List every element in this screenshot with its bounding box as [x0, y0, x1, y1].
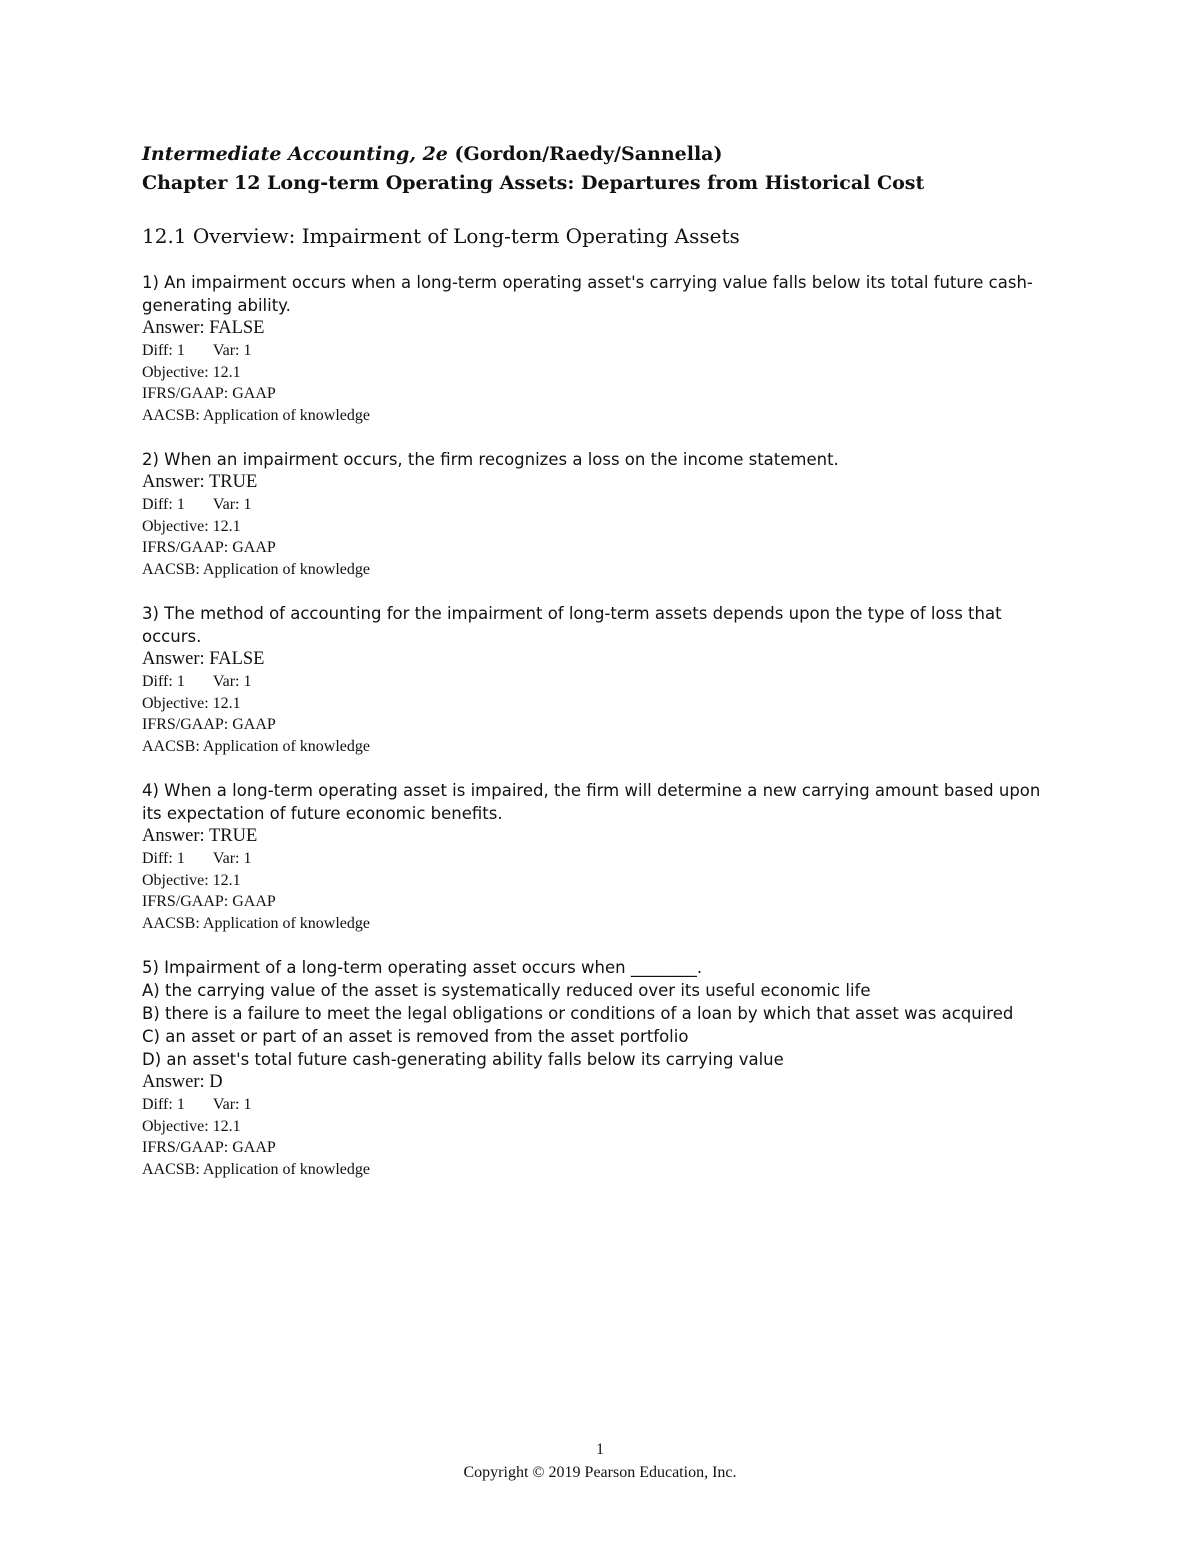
question-text: 2) When an impairment occurs, the firm recognizes a loss on the income statement. [142, 450, 839, 469]
answer-line: Answer: FALSE [142, 318, 265, 338]
diff-label: Diff: 1 [142, 496, 185, 513]
question-text: 1) An impairment occurs when a long-term operating asset's carrying value falls below its total future cash-generating ability. [142, 273, 1033, 315]
var-label: Var: 1 [212, 496, 252, 513]
aacsb-line: AACSB: Application of knowledge [142, 1160, 370, 1178]
var-label: Var: 1 [212, 1096, 252, 1113]
option-a: A) the carrying value of the asset is systematically reduced over its useful economic life [142, 981, 871, 1000]
objective-line: Objective: 12.1 [142, 694, 241, 712]
ifrs-gaap-line: IFRS/GAAP: GAAP [142, 539, 276, 556]
answer-line: Answer: TRUE [142, 472, 258, 492]
question-text: 5) Impairment of a long-term operating asset occurs when ________. [142, 958, 703, 977]
question-2 [142, 448, 1062, 580]
ifrs-gaap-line: IFRS/GAAP: GAAP [142, 716, 276, 733]
ifrs-gaap-line: IFRS/GAAP: GAAP [142, 893, 276, 910]
answer-line: Answer: TRUE [142, 826, 258, 846]
var-label: Var: 1 [212, 342, 252, 359]
option-d: D) an asset's total future cash-generating ability falls below its carrying value [142, 1050, 784, 1069]
diff-var-line [142, 671, 1062, 693]
question-text: 3) The method of accounting for the impairment of long-term assets depends upon the type of loss that occurs. [142, 604, 1002, 646]
diff-label: Diff: 1 [142, 1096, 185, 1113]
objective-line: Objective: 12.1 [142, 1117, 241, 1135]
answer-line: Answer: FALSE [142, 649, 265, 669]
diff-label: Diff: 1 [142, 850, 185, 867]
aacsb-line: AACSB: Application of knowledge [142, 560, 370, 578]
objective-line: Objective: 12.1 [142, 871, 241, 889]
question-text: 4) When a long-term operating asset is impaired, the firm will determine a new carrying amount based upon its expectation of future economic benefits. [142, 781, 1041, 823]
answer-line: Answer: D [142, 1072, 223, 1092]
diff-var-line [142, 494, 1062, 516]
diff-var-line [142, 340, 1062, 362]
diff-label: Diff: 1 [142, 673, 185, 690]
question-5 [142, 956, 1062, 1180]
chapter-title: Chapter 12 Long-term Operating Assets: Departures from Historical Cost [142, 172, 925, 194]
aacsb-line: AACSB: Application of knowledge [142, 406, 370, 424]
document-page [142, 140, 1062, 1202]
book-title [142, 140, 1062, 169]
question-1 [142, 271, 1062, 426]
diff-var-line [142, 848, 1062, 870]
option-b: B) there is a failure to meet the legal obligations or conditions of a loan by which that asset was acquired [142, 1004, 1014, 1023]
ifrs-gaap-line: IFRS/GAAP: GAAP [142, 1139, 276, 1156]
section-heading: 12.1 Overview: Impairment of Long-term Operating Assets [142, 224, 740, 248]
question-4 [142, 779, 1062, 934]
book-title-italic: Intermediate Accounting, 2e [142, 143, 448, 165]
copyright-notice: Copyright © 2019 Pearson Education, Inc. [463, 1464, 737, 1481]
objective-line: Objective: 12.1 [142, 363, 241, 381]
var-label: Var: 1 [212, 850, 252, 867]
ifrs-gaap-line: IFRS/GAAP: GAAP [142, 385, 276, 402]
objective-line: Objective: 12.1 [142, 517, 241, 535]
page-number: 1 [596, 1441, 604, 1458]
aacsb-line: AACSB: Application of knowledge [142, 737, 370, 755]
question-3 [142, 602, 1062, 757]
book-authors: (Gordon/Raedy/Sannella) [447, 143, 723, 165]
option-c: C) an asset or part of an asset is removed from the asset portfolio [142, 1027, 689, 1046]
diff-label: Diff: 1 [142, 342, 185, 359]
diff-var-line [142, 1094, 1062, 1116]
var-label: Var: 1 [212, 673, 252, 690]
aacsb-line: AACSB: Application of knowledge [142, 914, 370, 932]
